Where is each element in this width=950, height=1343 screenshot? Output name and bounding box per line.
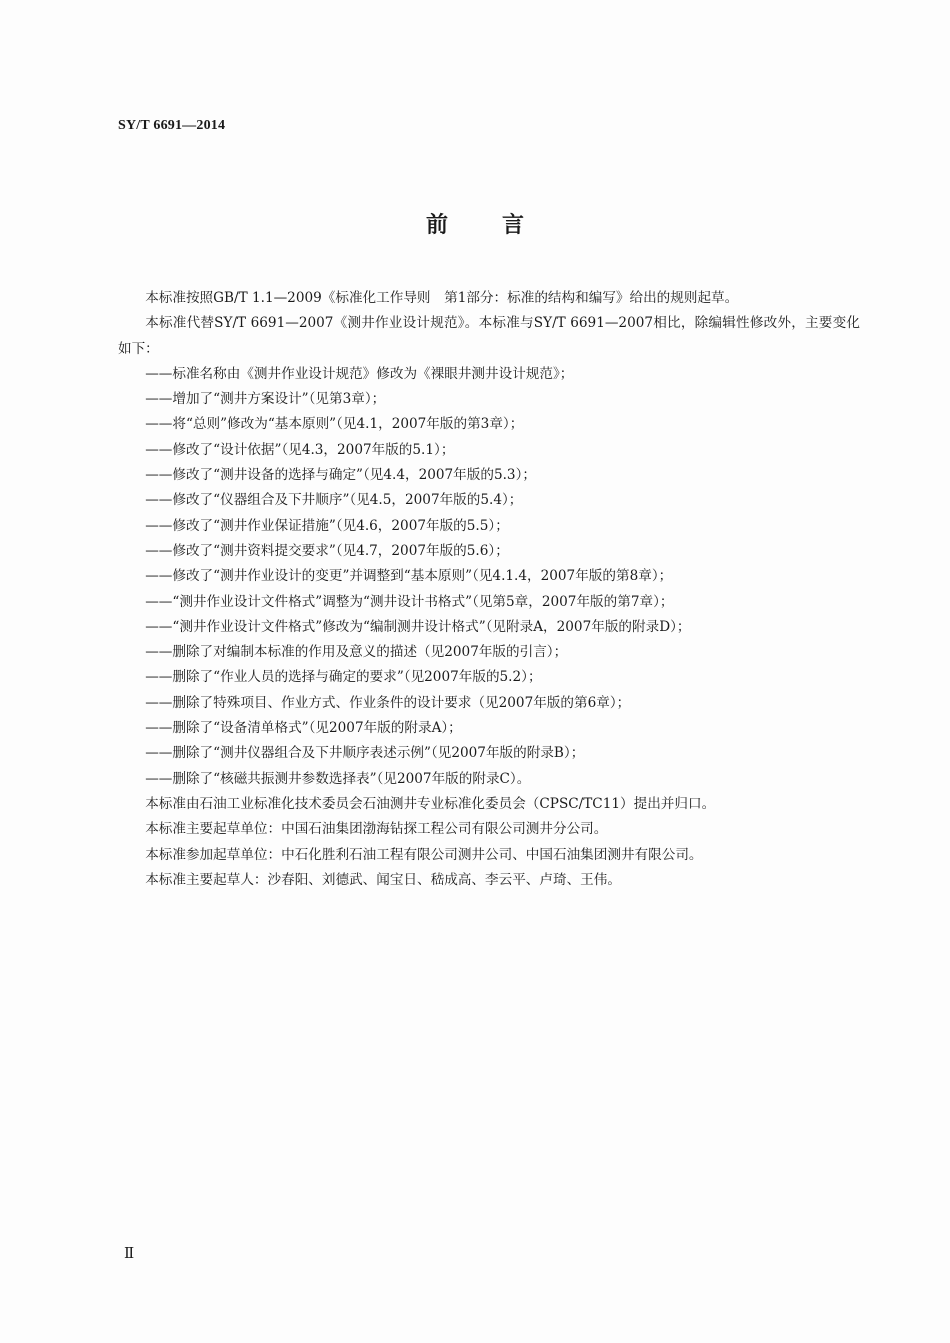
drafters-paragraph: 本标准主要起草人：沙春阳、刘德武、闻宝日、嵇成高、李云平、卢琦、王伟。 — [145, 871, 621, 888]
list-item: ——删除了“设备清单格式”（见2007年版的附录A）； — [145, 720, 462, 737]
intro-paragraph-replacement: 本标准代替SY/T 6691—2007《测井作业设计规范》。本标准与SY/T 6691—2007相比，除编辑性修改外，主要变化如下： — [118, 315, 860, 357]
list-item: ——修改了“测井设备的选择与确定”（见4.4，2007年版的5.3）； — [145, 467, 536, 484]
list-item: ——“测井作业设计文件格式”修改为“编制测井设计格式”（见附录A，2007年版的附录D）； — [145, 618, 691, 635]
list-item: ——修改了“仪器组合及下井顺序”（见4.5，2007年版的5.4）； — [145, 492, 523, 509]
list-item: ——将“总则”修改为“基本原则”（见4.1，2007年版的第3章）； — [145, 416, 524, 433]
list-item: ——修改了“测井作业保证措施”（见4.6，2007年版的5.5）； — [145, 517, 509, 534]
standard-code: SY/T 6691—2014 — [118, 118, 226, 133]
participating-units-paragraph: 本标准参加起草单位：中石化胜利石油工程有限公司测井公司、中国石油集团测井有限公司。 — [145, 846, 703, 863]
foreword-body — [118, 286, 860, 893]
intro-paragraph-drafting-rules: 本标准按照GB/T 1.1—2009《标准化工作导则 第1部分：标准的结构和编写》给出的规则起草。 — [145, 290, 739, 306]
list-item: ——删除了“核磁共振测井参数选择表”（见2007年版的附录C）。 — [145, 770, 531, 787]
list-item: ——修改了“测井资料提交要求”（见4.7，2007年版的5.6）； — [145, 542, 509, 559]
list-item: ——删除了特殊项目、作业方式、作业条件的设计要求（见2007年版的第6章）； — [145, 694, 631, 711]
list-item: ——修改了“设计依据”（见4.3，2007年版的5.1）； — [145, 441, 455, 458]
main-drafting-unit-paragraph: 本标准主要起草单位：中国石油集团渤海钻探工程公司有限公司测井分公司。 — [145, 821, 608, 838]
list-item: ——标准名称由《测井作业设计规范》修改为《裸眼井测井设计规范》； — [145, 365, 574, 382]
page-number: Ⅱ — [124, 1246, 135, 1262]
page-title: 前言 — [425, 213, 578, 238]
proposing-body-paragraph: 本标准由石油工业标准化技术委员会石油测井专业标准化委员会（CPSC/TC11）提出并归口。 — [145, 795, 716, 812]
list-item: ——增加了“测井方案设计”（见第3章）； — [145, 391, 386, 408]
list-item: ——删除了对编制本标准的作用及意义的描述（见2007年版的引言）； — [145, 644, 568, 661]
list-item: ——删除了“作业人员的选择与确定的要求”（见2007年版的5.2）； — [145, 669, 542, 686]
list-item: ——修改了“测井作业设计的变更”并调整到“基本原则”（见4.1.4，2007年版的第8章）； — [145, 568, 673, 585]
list-item: ——删除了“测井仪器组合及下井顺序表述示例”（见2007年版的附录B）； — [145, 745, 585, 762]
changes-list — [118, 362, 860, 792]
list-item: ——“测井作业设计文件格式”调整为“测井设计书格式”（见第5章，2007年版的第7章）； — [145, 593, 674, 610]
